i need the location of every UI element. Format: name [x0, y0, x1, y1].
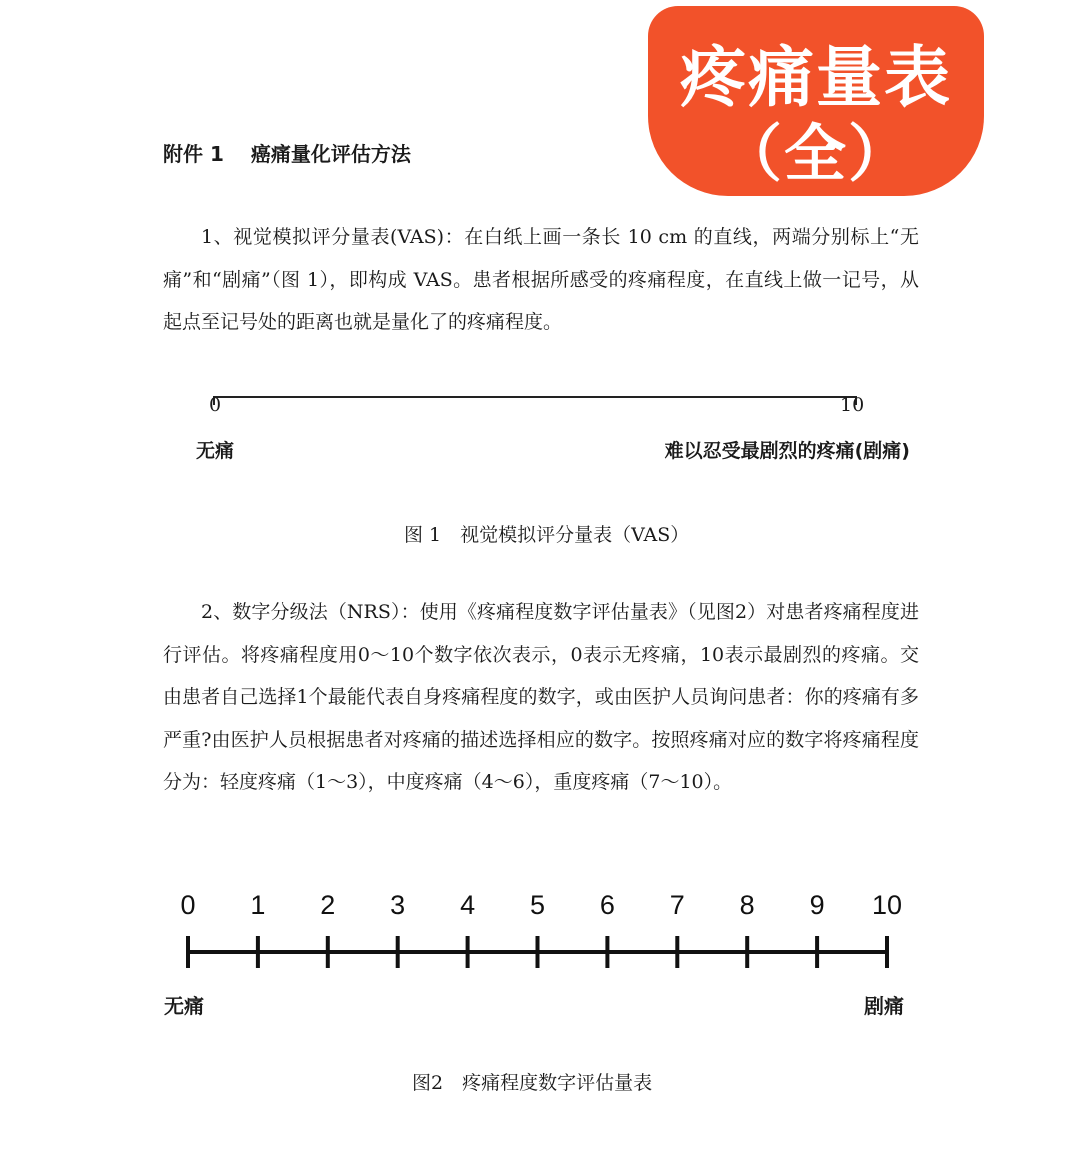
- nrs-tick-label-4: 4: [460, 890, 476, 920]
- nrs-left-label: 无痛: [164, 994, 204, 1018]
- badge-title: 疼痛量表: [680, 39, 952, 116]
- nrs-tick-label-6: 6: [599, 890, 615, 920]
- nrs-tick-label-0: 0: [180, 890, 196, 920]
- nrs-scale: [160, 880, 920, 980]
- nrs-tick-label-3: 3: [390, 890, 406, 920]
- vas-description: 1、视觉模拟评分量表(VAS)：在白纸上画一条长 10 cm 的直线，两端分别标上“无痛”和“剧痛”（图 1），即构成 VAS。患者根据所感受的疼痛程度，在直线上做一记号，从起点至记号处的距离也就是量化了的疼痛程度。: [163, 226, 919, 333]
- nrs-tick-label-9: 9: [809, 890, 825, 920]
- vas-line: [213, 396, 857, 398]
- figure-2-caption: 图2 疼痛程度数字评估量表: [412, 1072, 653, 1094]
- figure-1-caption: 图 1 视觉模拟评分量表（VAS）: [404, 524, 690, 546]
- nrs-tick-label-1: 1: [250, 890, 266, 920]
- nrs-tick-label-8: 8: [739, 890, 755, 920]
- page-heading: 附件 1 癌痛量化评估方法: [163, 142, 411, 166]
- nrs-tick-label-2: 2: [320, 890, 336, 920]
- nrs-right-label: 剧痛: [864, 994, 904, 1018]
- nrs-tick-label-7: 7: [669, 890, 685, 920]
- title-badge: [648, 6, 984, 196]
- nrs-description: 2、数字分级法（NRS）：使用《疼痛程度数字评估量表》（见图2）对患者疼痛程度进行评估。将疼痛程度用0～10个数字依次表示，0表示无疼痛，10表示最剧烈的疼痛。交由患者自己选择1个最能代表自身疼痛程度的数字，或由医护人员询问患者：你的疼痛有多严重?由医护人员根据患者对疼痛的描述选择相应的数字。按照疼痛对应的数字将疼痛程度分为：轻度疼痛（1～3），中度疼痛（4～6），重度疼痛（7～10）。: [163, 601, 919, 793]
- vas-start-value: 0: [209, 394, 222, 416]
- vas-right-label: 难以忍受最剧烈的疼痛(剧痛): [664, 440, 910, 462]
- nrs-tick-label-10: 10: [871, 890, 903, 920]
- vas-end-value: 10: [840, 394, 865, 416]
- vas-left-label: 无痛: [196, 440, 235, 462]
- badge-subtitle: （全）: [719, 117, 912, 190]
- nrs-tick-label-5: 5: [529, 890, 546, 920]
